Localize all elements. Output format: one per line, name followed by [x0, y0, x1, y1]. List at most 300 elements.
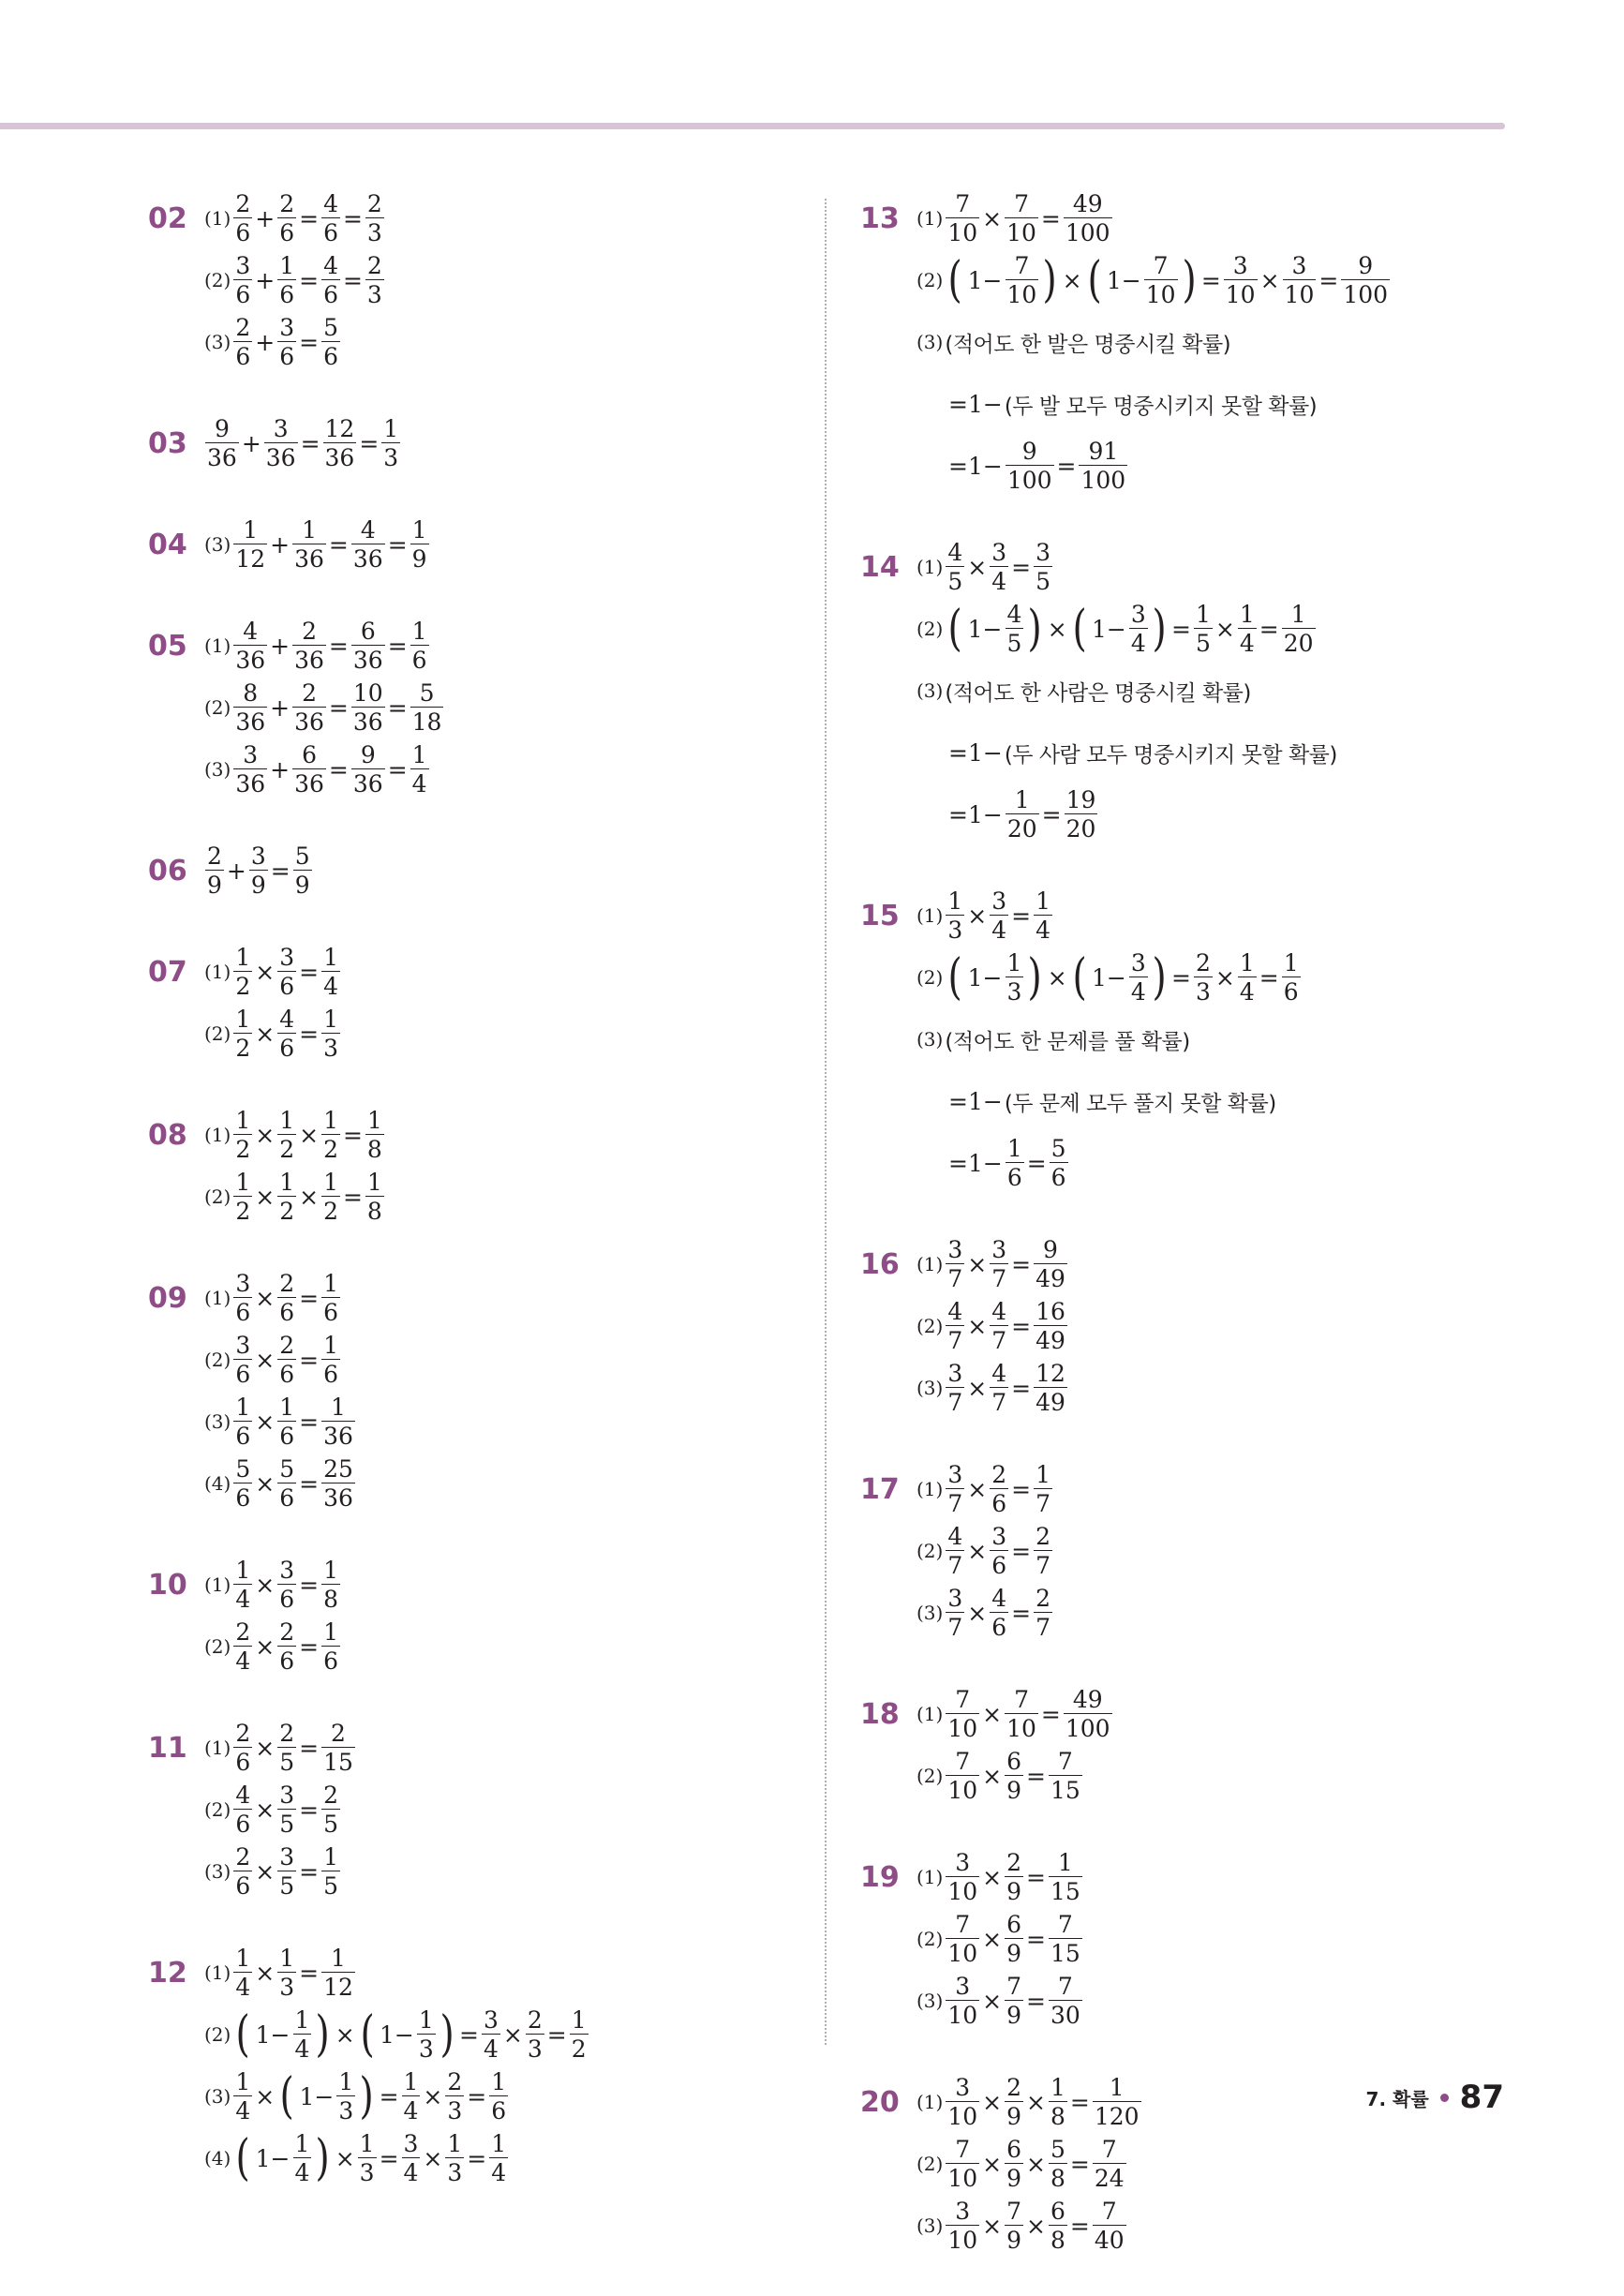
part-label: (1): [916, 207, 944, 230]
numerator: 10: [352, 679, 383, 707]
fraction: [233, 1845, 252, 1898]
answer-lines: [204, 1267, 804, 1514]
denominator: 36: [324, 444, 355, 471]
operator: +: [226, 857, 246, 885]
numerator: 2: [447, 2068, 463, 2095]
fraction: [946, 1851, 979, 1903]
numerator: 3: [243, 741, 259, 768]
part-label: (2): [916, 1765, 944, 1787]
answer-line: [916, 1357, 1535, 1419]
numerator: 2: [991, 1461, 1007, 1488]
numerator: 1: [323, 1169, 338, 1196]
fraction: [990, 1525, 1008, 1577]
denominator: 6: [279, 1299, 295, 1326]
numerator: 7: [1101, 2198, 1117, 2225]
numerator: 1: [235, 1107, 251, 1134]
column-divider: [825, 199, 827, 2045]
denominator: 3: [447, 2097, 463, 2125]
part-label: (2): [916, 618, 944, 640]
fraction: [1049, 1913, 1082, 1965]
denominator: 100: [1065, 219, 1110, 246]
fraction: [321, 192, 340, 245]
parenthesis: (: [947, 252, 963, 308]
numerator: 1: [1057, 1849, 1073, 1876]
answer-line: [204, 2127, 804, 2189]
part-label: (3): [204, 1860, 231, 1883]
numerator: 3: [279, 314, 295, 341]
parenthesis: ): [1027, 601, 1043, 657]
fraction: [1079, 440, 1127, 492]
numerator: 1: [571, 2006, 587, 2034]
numerator: 2: [235, 1618, 251, 1646]
denominator: 36: [294, 770, 324, 798]
operator: ×: [1214, 963, 1235, 991]
denominator: 6: [235, 343, 251, 370]
fraction: [445, 2132, 464, 2184]
denominator: 2: [235, 1136, 251, 1163]
answer-line: [916, 1233, 1535, 1295]
part-label: (2): [916, 1928, 944, 1950]
fraction: [321, 1946, 355, 1999]
fraction: [365, 1109, 384, 1161]
denominator: 6: [279, 1361, 295, 1388]
problem-number: 04: [148, 528, 187, 561]
problem-number: 09: [148, 1281, 187, 1315]
denominator: 9: [1006, 2103, 1022, 2130]
fraction: [1238, 951, 1257, 1004]
fraction: [946, 1913, 979, 1965]
part-label: (2): [916, 966, 944, 989]
fraction: [946, 1975, 979, 2027]
denominator: 6: [411, 647, 427, 674]
denominator: 6: [235, 281, 251, 308]
operator: =: [1011, 1312, 1032, 1340]
fraction: [233, 1109, 252, 1161]
numerator: 91: [1088, 438, 1119, 465]
operator: =: [1011, 1475, 1032, 1503]
denominator: 9: [1006, 2227, 1022, 2254]
operator: ×: [255, 1284, 276, 1312]
fraction: [990, 889, 1008, 942]
numerator: 1: [1290, 601, 1306, 628]
denominator: 7: [1035, 1552, 1050, 1579]
operator: ×: [335, 2020, 355, 2049]
answer-line: [204, 2065, 804, 2127]
answer-line: [204, 1166, 804, 1228]
fraction: [946, 2076, 979, 2128]
answer-line: [916, 722, 1535, 783]
operator: =: [1040, 1700, 1061, 1728]
denominator: 7: [947, 1389, 963, 1416]
operator: =1−: [948, 800, 1003, 828]
answer-problem-13: [860, 187, 1535, 497]
fraction: [1129, 603, 1148, 655]
answer-line: [916, 598, 1535, 660]
fraction: [351, 518, 385, 571]
answer-line: [916, 1458, 1535, 1520]
operator: =: [1011, 1537, 1032, 1565]
fraction: [1034, 1587, 1052, 1639]
operator: =: [1026, 1762, 1046, 1790]
denominator: 20: [1006, 815, 1037, 842]
denominator: 3: [338, 2097, 354, 2125]
denominator: 10: [947, 1715, 978, 1742]
numerator: 3: [955, 2074, 971, 2101]
numerator: 1: [279, 252, 295, 279]
numerator: 7: [1057, 1748, 1073, 1775]
fraction: [1049, 2199, 1067, 2252]
numerator: 3: [947, 1585, 963, 1612]
answer-line: [204, 615, 804, 677]
fraction: [946, 541, 964, 593]
numerator: 2: [235, 1843, 251, 1871]
problem-number: 14: [860, 550, 900, 584]
operator: 1−: [967, 266, 1003, 294]
numerator: 6: [1006, 1911, 1022, 1938]
explanation-text: (적어도 한 발은 명중시킬 확률): [945, 332, 1231, 357]
numerator: 16: [1035, 1298, 1065, 1325]
fraction: [445, 2070, 464, 2123]
fraction: [264, 417, 298, 470]
numerator: 1: [323, 1332, 338, 1359]
fraction: [233, 1722, 252, 1774]
fraction: [233, 254, 252, 306]
answer-lines: [204, 941, 804, 1065]
denominator: 10: [947, 2227, 978, 2254]
fraction: [1341, 254, 1390, 306]
fraction: [321, 1334, 340, 1386]
numerator: 1: [1195, 601, 1211, 628]
operator: =: [1259, 963, 1279, 991]
operator: ×: [967, 1537, 988, 1565]
numerator: 7: [955, 2136, 971, 2163]
answer-problem-07: [148, 941, 804, 1065]
fraction: [946, 1300, 964, 1352]
numerator: 1: [243, 516, 259, 544]
operator: =: [1171, 963, 1191, 991]
denominator: 8: [366, 1136, 382, 1163]
denominator: 7: [947, 1265, 963, 1292]
operator: ×: [255, 1346, 276, 1374]
numerator: 1: [235, 1557, 251, 1584]
denominator: 4: [991, 568, 1007, 595]
operator: ×: [335, 2144, 355, 2172]
denominator: 4: [1130, 978, 1146, 1006]
fraction: [233, 743, 267, 796]
fraction: [1005, 1688, 1038, 1740]
numerator: 1: [1035, 887, 1050, 915]
numerator: 1: [279, 1107, 295, 1134]
numerator: 1: [294, 2006, 310, 2034]
explanation-text: (두 문제 모두 풀지 못할 확률): [1004, 1091, 1276, 1116]
fraction: [336, 2070, 355, 2123]
operator: 1−: [299, 2082, 335, 2110]
numerator: 5: [1050, 2136, 1065, 2163]
denominator: 7: [991, 1265, 1007, 1292]
part-label: (2): [204, 1022, 231, 1045]
numerator: 3: [947, 1236, 963, 1263]
operator: ×: [255, 958, 276, 986]
numerator: 1: [331, 1394, 346, 1421]
operator: ×: [967, 1374, 988, 1402]
operator: ×: [967, 1599, 988, 1627]
denominator: 10: [947, 2002, 978, 2029]
operator: =: [1011, 1250, 1032, 1278]
answer-line: [916, 947, 1535, 1008]
numerator: 5: [279, 1455, 295, 1483]
operator: +: [255, 204, 276, 232]
fraction: [570, 2008, 589, 2061]
part-label: (1): [916, 1478, 944, 1500]
part-label: (1): [916, 1866, 944, 1888]
denominator: 6: [279, 973, 295, 1000]
numerator: 4: [991, 1298, 1007, 1325]
answer-lines: [916, 187, 1535, 497]
fraction: [990, 1238, 1008, 1290]
numerator: 9: [214, 415, 230, 442]
operator: =: [1069, 2088, 1090, 2116]
answer-problem-06: [148, 840, 804, 902]
denominator: 9: [1006, 1878, 1022, 1905]
denominator: 3: [418, 2035, 434, 2063]
numerator: 3: [273, 415, 289, 442]
part-label: (3): [916, 331, 944, 353]
fraction: [321, 1558, 340, 1611]
operator: =: [328, 632, 349, 660]
operator: ×: [299, 1183, 320, 1211]
denominator: 10: [1006, 1715, 1036, 1742]
answer-line: [204, 1391, 804, 1453]
numerator: 1: [235, 1006, 251, 1033]
denominator: 6: [323, 343, 338, 370]
operator: =: [299, 1734, 320, 1762]
fraction: [293, 2132, 312, 2184]
denominator: 4: [294, 2035, 310, 2063]
numerator: 19: [1065, 786, 1096, 813]
denominator: 36: [235, 647, 266, 674]
fraction: [410, 619, 429, 672]
denominator: 12: [323, 1974, 353, 2001]
numerator: 1: [279, 1169, 295, 1196]
denominator: 6: [491, 2097, 507, 2125]
denominator: 5: [279, 1872, 295, 1900]
numerator: 9: [1021, 438, 1037, 465]
numerator: 6: [1006, 2136, 1022, 2163]
answer-line: [916, 2195, 1535, 2257]
numerator: 2: [235, 190, 251, 217]
denominator: 7: [1035, 1490, 1050, 1517]
fraction: [321, 1722, 355, 1774]
fraction: [351, 619, 385, 672]
numerator: 2: [331, 1720, 346, 1747]
denominator: 6: [1050, 1164, 1066, 1191]
answer-problem-11: [148, 1717, 804, 1902]
numerator: 3: [279, 1843, 295, 1871]
numerator: 4: [243, 618, 259, 645]
denominator: 36: [352, 770, 383, 798]
bullet-icon: [1440, 2094, 1449, 2102]
denominator: 5: [1035, 568, 1050, 595]
denominator: 6: [279, 1484, 295, 1512]
denominator: 6: [323, 1299, 338, 1326]
problem-number: 18: [860, 1697, 900, 1731]
answer-line: [916, 536, 1535, 598]
numerator: 8: [243, 679, 259, 707]
fraction: [990, 1362, 1008, 1414]
fraction: [1282, 603, 1316, 655]
answer-lines: [916, 1683, 1535, 1807]
denominator: 6: [991, 1614, 1007, 1641]
numerator: 2: [302, 679, 317, 707]
denominator: 15: [1050, 1878, 1080, 1905]
fraction: [946, 1750, 979, 1802]
answer-lines: [204, 1554, 804, 1677]
fraction: [233, 1783, 252, 1836]
problem-number: 10: [148, 1568, 187, 1602]
answer-problem-03: [148, 412, 804, 474]
numerator: 1: [1050, 2074, 1065, 2101]
operator: +: [270, 755, 291, 783]
part-label: (3): [916, 1028, 944, 1051]
answer-problem-16: [860, 1233, 1535, 1419]
denominator: 10: [947, 2103, 978, 2130]
answer-problem-18: [860, 1683, 1535, 1807]
fraction: [321, 1783, 340, 1836]
operator: =: [387, 693, 408, 722]
numerator: 1: [491, 2130, 507, 2157]
numerator: 1: [411, 516, 427, 544]
denominator: 3: [359, 2159, 375, 2186]
part-label: (1): [204, 1124, 231, 1146]
operator: ×: [255, 1857, 276, 1886]
answer-line: [916, 1745, 1535, 1807]
denominator: 36: [265, 444, 296, 471]
operator: =: [299, 1408, 320, 1436]
operator: ×: [255, 1408, 276, 1436]
fraction: [1065, 788, 1098, 841]
denominator: 6: [323, 1647, 338, 1675]
fraction: [381, 417, 400, 470]
operator: =: [1069, 2212, 1090, 2240]
numerator: 3: [1232, 252, 1248, 279]
denominator: 36: [352, 708, 383, 736]
part-label: (1): [204, 1737, 231, 1759]
fraction: [277, 1007, 296, 1060]
denominator: 36: [207, 444, 237, 471]
parenthesis: ): [315, 2006, 331, 2063]
answer-lines: [916, 1458, 1535, 1644]
denominator: 6: [323, 281, 338, 308]
numerator: 1: [366, 1169, 382, 1196]
answer-line: [916, 2133, 1535, 2195]
parenthesis: ): [1152, 601, 1167, 657]
denominator: 18: [411, 708, 442, 736]
denominator: 6: [1283, 978, 1299, 1006]
fraction: [233, 2070, 252, 2123]
fraction: [1224, 254, 1258, 306]
denominator: 2: [279, 1198, 295, 1225]
fraction: [946, 2138, 979, 2190]
operator: 1−: [379, 2020, 414, 2049]
part-label: (2): [204, 1349, 231, 1371]
numerator: 2: [1006, 1849, 1022, 1876]
numerator: 1: [491, 2068, 507, 2095]
parenthesis: (: [279, 2068, 294, 2125]
denominator: 6: [991, 1490, 1007, 1517]
numerator: 3: [235, 1270, 251, 1297]
fraction: [233, 1558, 252, 1611]
denominator: 2: [235, 1035, 251, 1062]
fraction: [277, 1395, 296, 1448]
numerator: 1: [323, 944, 338, 971]
operator: ×: [423, 2144, 443, 2172]
numerator: 4: [947, 539, 963, 566]
denominator: 4: [411, 770, 427, 798]
denominator: 3: [383, 444, 399, 471]
numerator: 1: [235, 1945, 251, 1972]
operator: =: [1026, 1987, 1046, 2015]
denominator: 3: [366, 281, 382, 308]
answer-lines: [204, 1104, 804, 1228]
header-bar: [0, 123, 1505, 129]
numerator: 3: [955, 1973, 971, 2000]
numerator: 2: [1006, 2074, 1022, 2101]
fraction: [277, 1170, 296, 1223]
fraction: [292, 681, 326, 734]
numerator: 12: [324, 415, 355, 442]
numerator: 3: [991, 539, 1007, 566]
part-label: (4): [204, 2147, 231, 2169]
fraction: [1049, 2076, 1067, 2128]
denominator: 6: [279, 1586, 295, 1613]
denominator: 10: [947, 1777, 978, 1804]
numerator: 2: [1195, 949, 1211, 977]
denominator: 36: [235, 708, 266, 736]
explanation-text: (두 사람 모두 명중시키지 못할 확률): [1004, 742, 1337, 768]
part-label: (2): [204, 1635, 231, 1658]
part-label: (3): [204, 533, 231, 556]
numerator: 2: [279, 1618, 295, 1646]
numerator: 7: [1006, 2198, 1022, 2225]
numerator: 1: [447, 2130, 463, 2157]
answer-problem-17: [860, 1458, 1535, 1644]
fraction: [1034, 1300, 1067, 1352]
fraction: [946, 1362, 964, 1414]
answer-line: [204, 1003, 804, 1065]
denominator: 6: [279, 1035, 295, 1062]
fraction: [1064, 1688, 1112, 1740]
part-label: (1): [204, 1961, 231, 1984]
denominator: 4: [1239, 978, 1255, 1006]
denominator: 7: [947, 1327, 963, 1354]
explanation-text: (적어도 한 사람은 명중시킬 확률): [945, 680, 1251, 706]
operator: =: [1319, 266, 1339, 294]
denominator: 3: [279, 1974, 295, 2001]
operator: +: [270, 693, 291, 722]
operator: =: [342, 204, 363, 232]
numerator: 3: [1035, 539, 1050, 566]
operator: +: [241, 429, 261, 457]
right-column: [860, 187, 1535, 2296]
denominator: 36: [235, 770, 266, 798]
part-label: (2): [916, 2153, 944, 2175]
denominator: 100: [1343, 281, 1389, 308]
numerator: 7: [1101, 2136, 1117, 2163]
operator: =1−: [948, 738, 1003, 767]
parenthesis: (: [1087, 252, 1102, 308]
denominator: 9: [1006, 1777, 1022, 1804]
numerator: 1: [323, 1843, 338, 1871]
